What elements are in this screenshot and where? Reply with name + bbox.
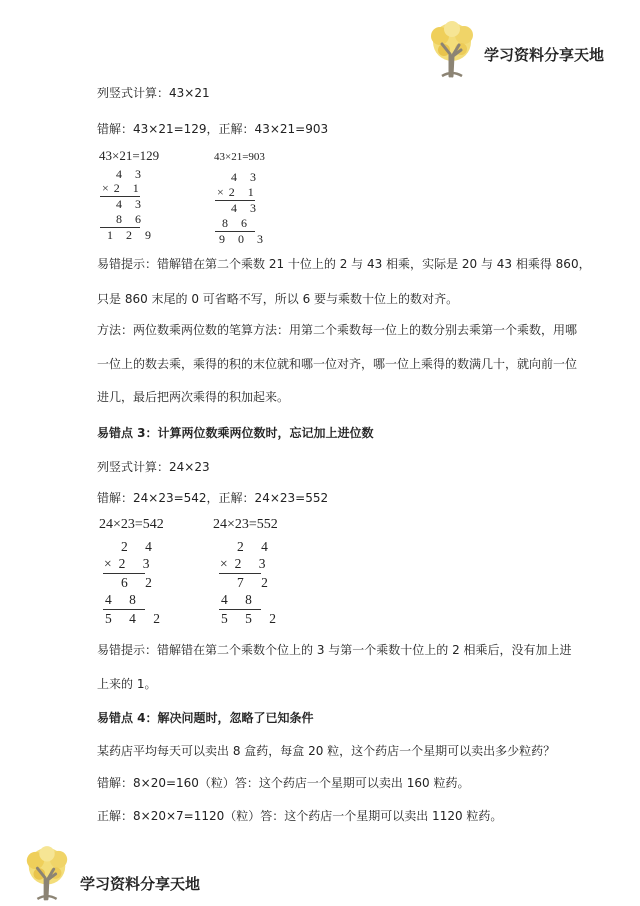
tree-logo-icon: [22, 845, 72, 901]
calc-row: 4 3: [231, 201, 261, 215]
calc-right-title-1: 43×21=903: [214, 151, 265, 163]
calc-right-title-2: 24×23=552: [213, 517, 278, 532]
tree-logo-icon: [426, 20, 478, 78]
word-problem: 某药店平均每天可以卖出 8 盒药，每盒 20 粒，这个药店一个星期可以卖出多少粒药？: [97, 744, 556, 758]
section-heading-4: 易错点 4：解决问题时，忽略了已知条件: [97, 711, 314, 725]
wrong-right-answer-1: 错解：43×21=129，正解：43×21=903: [97, 122, 329, 136]
calc-row: 8 6: [222, 216, 252, 230]
method-line: 进几，最后把两次乘得的积加起来。: [97, 390, 290, 404]
brand-header: [420, 20, 630, 80]
wrong-answer: 错解：8×20=160（粒）答：这个药店一个星期可以卖出 160 粒药。: [97, 776, 470, 790]
calc-row: 2 4: [237, 539, 275, 554]
calc-row: 1 2 9: [107, 228, 156, 242]
calc-rule: [103, 573, 145, 574]
vertical-calc-right-2: [219, 539, 299, 629]
calc-row: ×2 3: [220, 556, 273, 571]
calc-row: 5 5 2: [221, 611, 283, 626]
method-line: 一位上的数去乘，乘得的积的末位就和哪一位对齐，哪一位上乘得的数满几十，就向前一位: [97, 357, 578, 371]
brand-name: 学习资料分享天地: [484, 46, 605, 64]
vertical-calc-wrong-2: [103, 539, 183, 629]
calc-rule: [219, 609, 261, 610]
calc-wrong-title-2: 24×23=542: [99, 517, 164, 532]
calc-rule: [219, 573, 261, 574]
calc-row: ×2 3: [104, 556, 157, 571]
calc-row: 9 0 3: [219, 232, 268, 246]
calc-row: 5 4 2: [105, 611, 167, 626]
wrong-right-answer-2: 错解：24×23=542，正解：24×23=552: [97, 491, 329, 505]
correct-answer: 正解：8×20×7=1120（粒）答：这个药店一个星期可以卖出 1120 粒药。: [97, 809, 503, 823]
calc-row: 4 3: [116, 167, 146, 181]
calc-row: ×2 1: [217, 185, 259, 199]
method-line: 方法：两位数乘两位数的笔算方法：用第二个乘数每一位上的数分别去乘第一个乘数，用哪: [97, 323, 578, 337]
calc-row: 2 4: [121, 539, 159, 554]
calc-row: ×2 1: [102, 181, 144, 195]
hint-line: 易错提示：错解错在第二个乘数 21 十位上的 2 与 43 相乘，实际是 20 与 43 相乘得 860，: [97, 257, 591, 271]
calc-row: 4 8: [221, 592, 259, 607]
brand-name: 学习资料分享天地: [80, 875, 201, 893]
hint-line: 上来的 1。: [97, 677, 157, 691]
calc-row: 6 2: [121, 575, 159, 590]
vertical-calc-wrong-1: [100, 167, 160, 247]
calc-rule: [103, 609, 145, 610]
calc-row: 4 3: [116, 197, 146, 211]
calc-row: 8 6: [116, 212, 146, 226]
vertical-calc-right-1: [215, 170, 275, 250]
brand-footer: [18, 845, 238, 903]
calc-row: 7 2: [237, 575, 275, 590]
hint-line: 只是 860 末尾的 0 可省略不写，所以 6 要与乘数十位上的数对齐。: [97, 292, 459, 306]
calc-wrong-title-1: 43×21=129: [99, 148, 160, 163]
calc-row: 4 3: [231, 170, 261, 184]
calc-row: 4 8: [105, 592, 143, 607]
hint-line: 易错提示：错解错在第二个乘数个位上的 3 与第一个乘数十位上的 2 相乘后，没有加上进: [97, 643, 572, 657]
problem-prompt-2: 列竖式计算：24×23: [97, 460, 210, 474]
problem-prompt-1: 列竖式计算：43×21: [97, 86, 210, 100]
section-heading-3: 易错点 3：计算两位数乘两位数时，忘记加上进位数: [97, 426, 374, 440]
